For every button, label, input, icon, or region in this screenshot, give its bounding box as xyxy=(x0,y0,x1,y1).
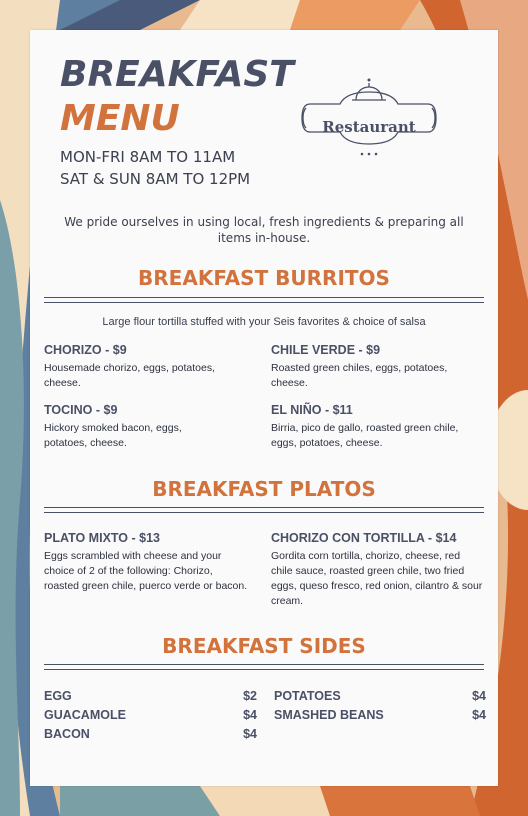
menu-title-line1: BREAKFAST xyxy=(60,54,294,95)
section-divider xyxy=(44,507,484,513)
section-divider xyxy=(44,664,484,670)
side-item-price: $4 xyxy=(472,689,486,703)
menu-item-name: CHORIZO - $9 xyxy=(44,343,127,357)
side-item-name: SMASHED BEANS xyxy=(274,708,384,722)
menu-item-desc: Eggs scrambled with cheese and your choice of 2 of the following: Chorizo, roasted green chile, puerco verde or bacon. xyxy=(44,550,248,592)
menu-item-desc: Gordita corn tortilla, chorizo, cheese, red chile sauce, roasted green chile, two fried eggs, queso fresco, red onion, cilantro & sour cream. xyxy=(271,550,483,607)
menu-item-name: CHORIZO CON TORTILLA - $14 xyxy=(271,531,457,545)
menu-item-name: PLATO MIXTO - $13 xyxy=(44,531,160,545)
menu-item-desc: Birria, pico de gallo, roasted green chile, eggs, potatoes, cheese. xyxy=(271,422,459,449)
side-item-price: $2 xyxy=(243,689,257,703)
side-item-price: $4 xyxy=(243,727,257,741)
menu-item-desc: Roasted green chiles, eggs, potatoes, cheese. xyxy=(271,362,448,389)
menu-item-name: TOCINO - $9 xyxy=(44,403,118,417)
restaurant-logo-text: Restaurant xyxy=(322,118,416,136)
side-item-name: GUACAMOLE xyxy=(44,708,126,722)
intro-text: We pride ourselves in using local, fresh ingredients & preparing all items in-house. xyxy=(64,215,464,245)
side-item-price: $4 xyxy=(243,708,257,722)
weekend-hours: SAT & SUN 8AM TO 12PM xyxy=(60,170,251,188)
burritos-note: Large flour tortilla stuffed with your Seis favorites & choice of salsa xyxy=(102,316,426,328)
weekday-hours: MON-FRI 8AM TO 11AM xyxy=(60,148,236,166)
menu-item-desc: Housemade chorizo, eggs, potatoes, cheese. xyxy=(44,362,216,389)
menu-card xyxy=(30,30,498,786)
burritos-section-title: BREAKFAST BURRITOS xyxy=(138,266,390,290)
menu-title-line2: MENU xyxy=(60,98,180,139)
menu-item-desc: Hickory smoked bacon, eggs, potatoes, cheese. xyxy=(44,422,182,449)
side-item-name: BACON xyxy=(44,727,90,741)
section-divider xyxy=(44,297,484,303)
sides-section-title: BREAKFAST SIDES xyxy=(162,634,366,658)
side-item-name: EGG xyxy=(44,689,72,703)
side-item-price: $4 xyxy=(472,708,486,722)
menu-item-name: EL NIÑO - $11 xyxy=(271,403,353,417)
platos-section-title: BREAKFAST PLATOS xyxy=(152,477,376,501)
side-item-name: POTATOES xyxy=(274,689,341,703)
menu-item-name: CHILE VERDE - $9 xyxy=(271,343,381,357)
